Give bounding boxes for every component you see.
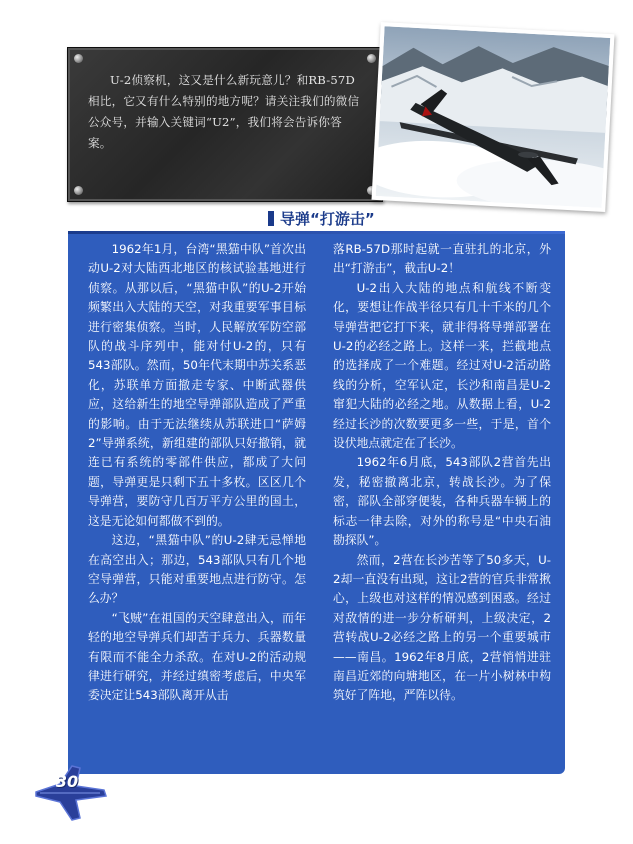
paragraph: “飞贼”在祖国的天空肆意出入，而年轻的地空导弹兵们却苦于兵力、兵器数量有限而不能全力杀敌。在对U-2的活动规律进行研究，并经过缜密考虑后，中央军委决定让543部队离开从击 [88, 610, 306, 703]
section-title [268, 207, 375, 229]
screw-icon [367, 54, 376, 63]
title-marker-icon [268, 211, 274, 226]
paragraph: 然而，2营在长沙苦等了50多天，U-2却一直没有出现，这让2营的官兵非常揪心，上级也对这样的情况感到困惑。经过对敌情的进一步分析研判，上级决定，2营转战U-2必经之路上的另一个重要城市——南昌。1962年8月底，2营悄悄进驻南昌近郊的向塘地区，在一片小树林中构筑好了阵地，严阵以待。 [333, 552, 551, 703]
section-title-text: 导弹“打游击” [280, 209, 375, 228]
paragraph: 这边，“黑猫中队”的U-2肆无忌惮地在高空出入；那边，543部队只有几个地空导弹营，只能对重要地点进行防守。怎么办？ [88, 533, 306, 606]
paragraph: 1962年6月底，543部队2营首先出发，秘密撤离北京，转战长沙。为了保密，部队全部穿便装，各种兵器车辆上的标志一律去除，对外的称号是“中央石油勘探队”。 [333, 455, 551, 548]
intro-plate [67, 47, 383, 202]
jet-badge-icon [30, 762, 110, 822]
paragraph: 1962年1月，台湾“黑猫中队”首次出动U-2对大陆西北地区的核试验基地进行侦察。从那以后，“黑猫中队”的U-2开始频繁出入大陆的天空，对我重要军事目标进行密集侦察。当时，人民解放军防空部队的战斗序列中，能对付U-2的，只有543部队。然而，50年代末期中苏关系恶化，苏联单方面撤走专家、中断武器供应，这给新生的地空导弹部队造成了严重的影响。由于无法继续从苏联进口“萨姆2”导弹系统，新组建的部队只好撤销，就连已有系统的零部件供应，都成了大问题，导弹更是只剩下五十多枚。区区几个导弹营，要防守几百万平方公里的国土，这是无论如何都做不到的。 [88, 242, 306, 528]
paragraph: U-2出入大陆的地点和航线不断变化，要想让作战半径只有几十千米的几个导弹营把它打下来，就非得将导弹部署在U-2的必经之路上。这样一来，拦截地点的选择成了一个难题。经过对U-2活动路线的分析，空军认定，长沙和南昌是U-2窜犯大陆的必经之地。从数据上看，U-2经过长沙的次数要更多一些，于是，首个设伏地点就定在了长沙。 [333, 280, 551, 451]
screw-icon [74, 186, 83, 195]
article-column-left [88, 240, 306, 706]
intro-text: U-2侦察机，这又是什么新玩意儿？和RB-57D相比，它又有什么特别的地方呢？请关注我们的微信公众号，并输入关键词“U2”，我们将会告诉你答案。 [88, 73, 360, 150]
paragraph: 落RB-57D那时起就一直驻扎的北京，外出“打游击”，截击U-2！ [333, 242, 551, 276]
article-column-right [333, 240, 551, 706]
u2-aircraft-photo [372, 22, 615, 212]
page-number: 30 [55, 772, 79, 791]
screw-icon [74, 54, 83, 63]
u2-aircraft-illustration [376, 26, 611, 208]
